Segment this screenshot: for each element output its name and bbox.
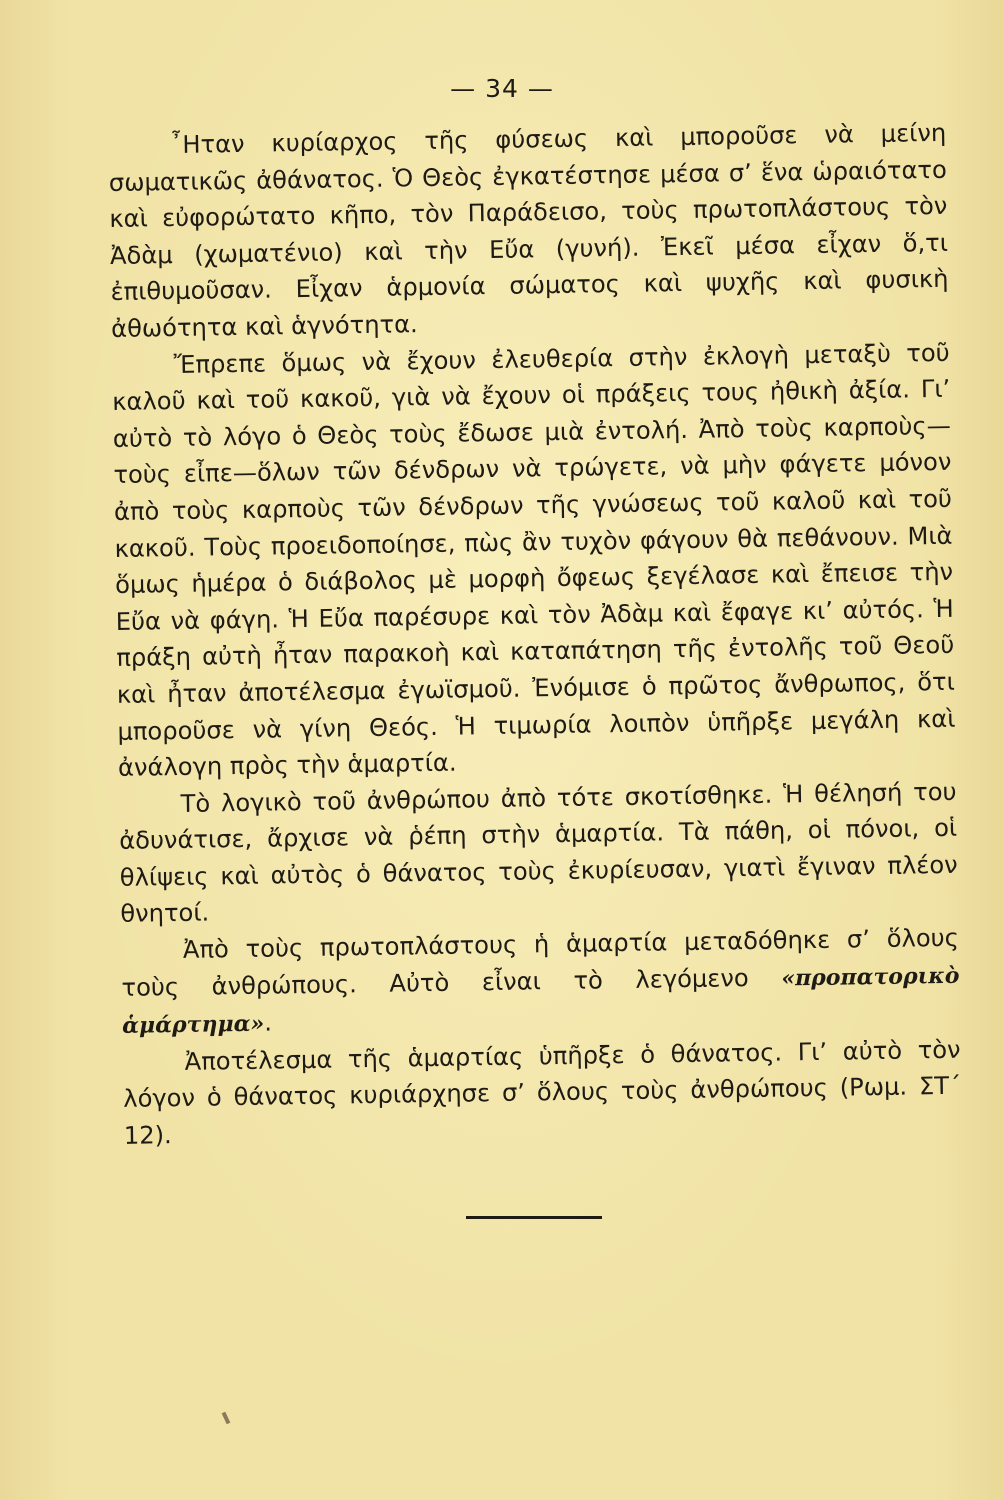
paragraph-1: ῏Ηταν κυρίαρχος τῆς φύσεως καὶ μποροῦσε νὰ μείνη σωματικῶς ἀθάνατος. Ὁ Θεὸς ἐγκατέστησε μέσα σ’ ἕνα ὡραιότατο καὶ εὐφορώτατο κῆπο, τὸν Παράδεισο, τοὺς πρωτοπλάστους τὸν Ἀδὰμ (χωματένιο) καὶ τὴν Εὔα (γυνή). Ἐκεῖ μέσα εἶχαν ὅ,τι ἐπιθυμοῦσαν. Εἶχαν ἁρμονία σώματος καὶ ψυχῆς καὶ φυσικὴ ἀθωότητα καὶ ἁγνότητα.	[108, 118, 949, 343]
section-end-rule	[466, 1216, 602, 1219]
paragraph-2: Ἔπρεπε ὅμως νὰ ἔχουν ἐλευθερία στὴν ἐκλογὴ μεταξὺ τοῦ καλοῦ καὶ τοῦ κακοῦ, γιὰ νὰ ἔχουν οἱ πράξεις τους ἠθικὴ ἀξία. Γι’ αὐτὸ τὸ λόγο ὁ Θεὸς τοὺς ἔδωσε μιὰ ἐντολή. Ἀπὸ τοὺς καρποὺς—τοὺς εἶπε—ὅλων τῶν δένδρων νὰ τρώγετε, νὰ μὴν φάγετε μόνον ἀπὸ τοὺς καρποὺς τῶν δένδρων τῆς γνώσεως τοῦ καλοῦ καὶ τοῦ κακοῦ. Τοὺς προειδοποίησε, πὼς ἂν τυχὸν φάγουν θὰ πεθάνουν. Μιὰ ὅμως ἡμέρα ὁ διάβολος μὲ μορφὴ ὄφεως ξεγέλασε καὶ ἔπεισε τὴν Εὔα νὰ φάγη. Ἡ Εὔα παρέσυρε καὶ τὸν Ἀδὰμ καὶ ἔφαγε κι’ αὐτός. Ἡ πράξη αὐτὴ ἦταν παρακοὴ καὶ καταπάτηση τῆς ἐντολῆς τοῦ Θεοῦ καὶ ἦταν ἀποτέλεσμα ἐγωϊσμοῦ. Ἐνόμισε ὁ πρῶτος ἄνθρωπος, ὅτι μποροῦσε νὰ γίνη Θεός. Ἡ τιμωρία λοιπὸν ὑπῆρξε μεγάλη καὶ ἀνάλογη πρὸς τὴν ἁμαρτία.	[112, 338, 956, 783]
paragraph-4	[121, 920, 961, 1045]
body-text	[108, 115, 962, 1155]
paragraph-4-text: Ἀπὸ τοὺς πρωτοπλάστους ἡ ἁμαρτία μεταδόθηκε σ’ ὅλους τοὺς ἀνθρώπους. Αὐτὸ εἶναι τὸ λεγόμενο	[121, 923, 960, 1002]
stray-mark	[222, 1412, 231, 1425]
paragraph-4-end: .	[264, 1008, 273, 1037]
page-number: — 34 —	[450, 74, 554, 103]
paragraph-5: Ἀποτέλεσμα τῆς ἁμαρτίας ὑπῆρξε ὁ θάνατος. Γι’ αὐτὸ τὸν λόγον ὁ θάνατος κυριάρχησε σ’ ὅλους τοὺς ἀνθρώπους (Ρωμ. ΣΤ΄ 12).	[123, 1035, 962, 1150]
paragraph-3: Τὸ λογικὸ τοῦ ἀνθρώπου ἀπὸ τότε σκοτίσθηκε. Ἡ θέλησή του ἀδυνάτισε, ἄρχισε νὰ ῥέπη στὴν ἁμαρτία. Τὰ πάθη, οἱ πόνοι, οἱ θλίψεις καὶ αὐτὸς ὁ θάνατος τοὺς ἐκυρίευσαν, γιατὶ ἔγιναν πλέον θνητοί.	[118, 777, 958, 929]
emphasized-term: «προπατορικὸ ἁμάρτημα»	[121, 962, 960, 1040]
